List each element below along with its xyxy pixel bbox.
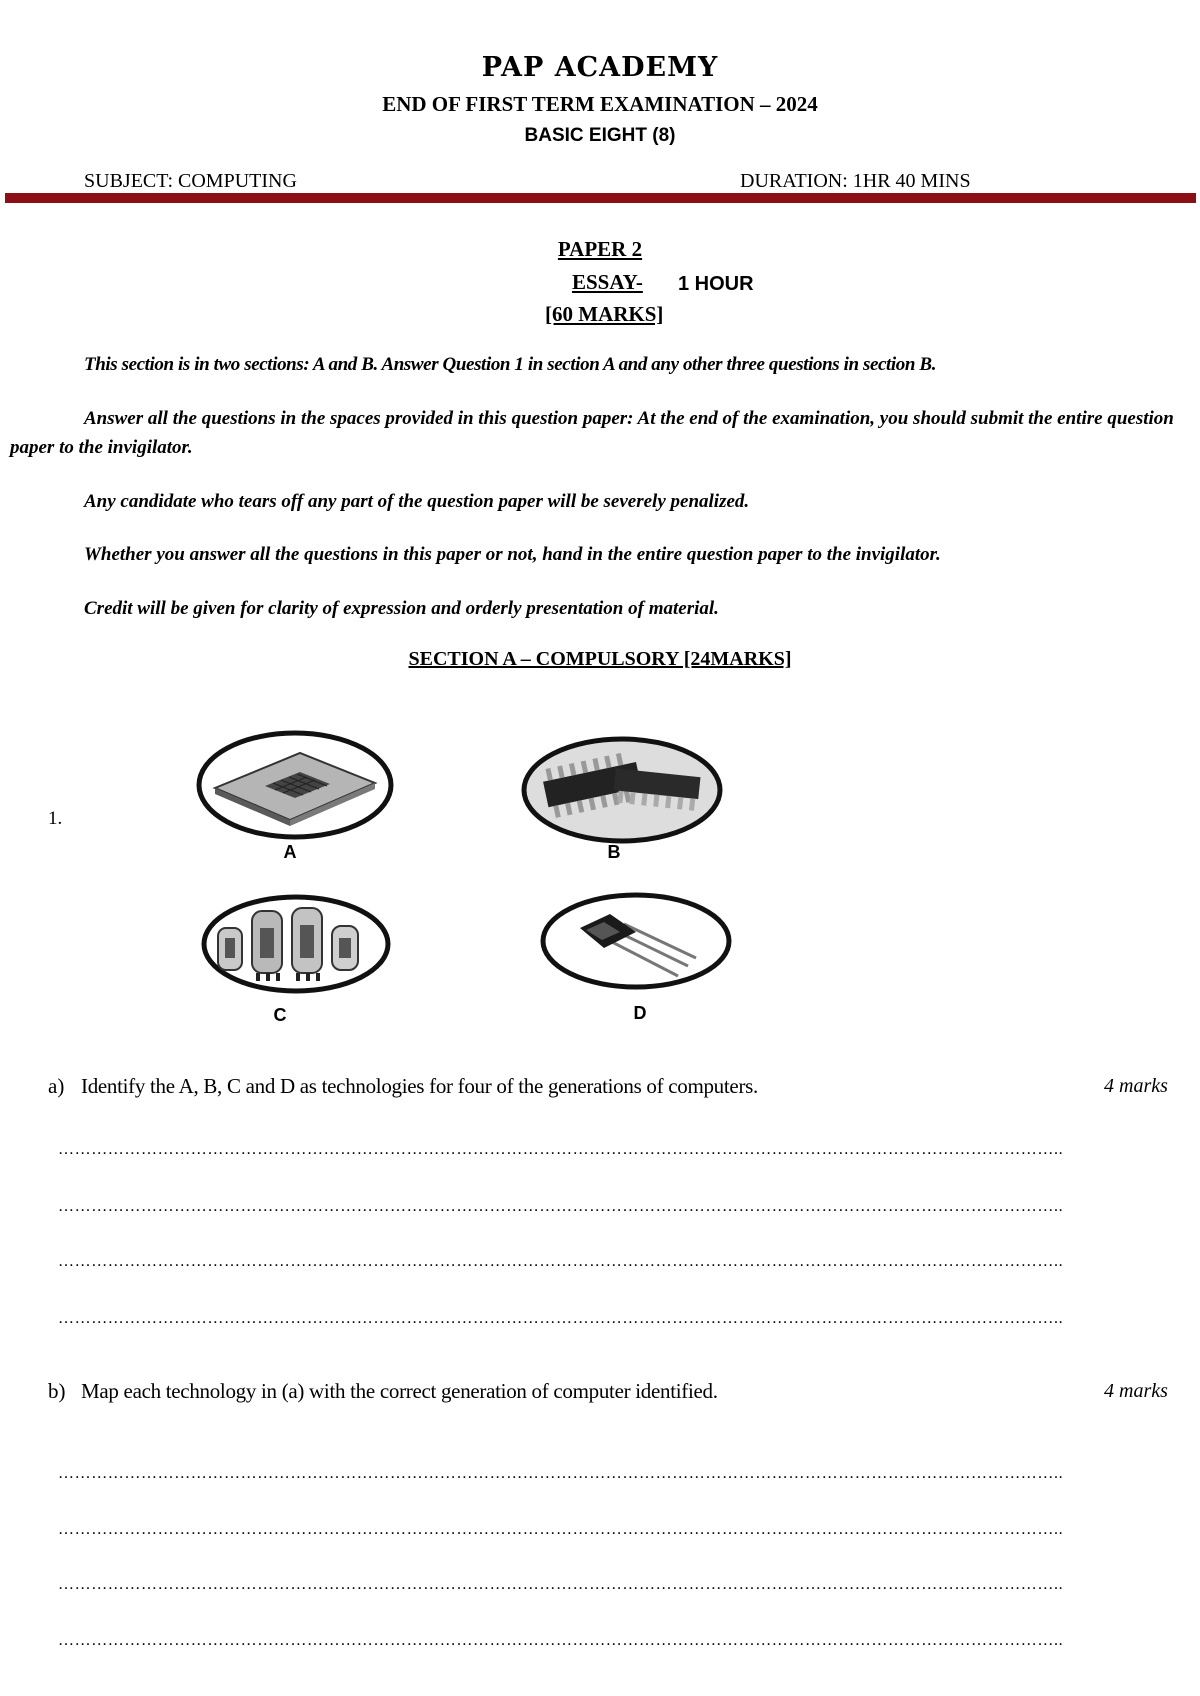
class-level: BASIC EIGHT (8) <box>524 125 676 146</box>
instruction-5: Credit will be given for clarity of expression and orderly presentation of material. <box>84 598 719 619</box>
header-divider <box>5 193 1196 203</box>
answer-line[interactable]: ……………………………………………………………………………………………………………………………………………………………….. <box>58 1632 1064 1649</box>
part-b-question: Map each technology in (a) with the correct generation of computer identified. <box>81 1379 718 1403</box>
integrated-circuit-icon <box>520 735 725 845</box>
figure-label-b: B <box>607 842 621 862</box>
essay-label: ESSAY- <box>572 270 643 294</box>
question-number: 1. <box>48 808 63 829</box>
instruction-2: Answer all the questions in the spaces provided in this question paper: At the end of the examination, you should submit the entire question paper to the invigilator. <box>10 408 1174 458</box>
part-b-marks: 4 marks <box>1104 1380 1168 1402</box>
duration-label: DURATION: 1HR 40 MINS <box>740 170 971 192</box>
answer-line[interactable]: ……………………………………………………………………………………………………………………………………………………………….. <box>58 1253 1064 1270</box>
paper-title: PAPER 2 <box>557 237 643 261</box>
vacuum-tubes-icon <box>200 893 392 996</box>
instruction-4: Whether you answer all the questions in this paper or not, hand in the entire question paper to the invigilator. <box>84 544 941 565</box>
answer-line[interactable]: ……………………………………………………………………………………………………………………………………………………………….. <box>58 1198 1064 1215</box>
time-allowed: 1 HOUR <box>678 273 754 295</box>
part-a-marks: 4 marks <box>1104 1075 1168 1097</box>
part-a-question: Identify the A, B, C and D as technologies for four of the generations of computers. <box>81 1074 758 1098</box>
answer-line[interactable]: ……………………………………………………………………………………………………………………………………………………………….. <box>58 1465 1064 1482</box>
instruction-3: Any candidate who tears off any part of the question paper will be severely penalized. <box>84 491 750 512</box>
microprocessor-chip-icon <box>195 728 395 843</box>
subject-label: SUBJECT: COMPUTING <box>84 170 297 192</box>
transistor-icon <box>538 890 734 992</box>
instruction-1: This section is in two sections: A and B. Answer Question 1 in section A and any other three questions in section B. <box>84 354 937 375</box>
answer-line[interactable]: ……………………………………………………………………………………………………………………………………………………………….. <box>58 1310 1064 1327</box>
answer-line[interactable]: ……………………………………………………………………………………………………………………………………………………………….. <box>58 1576 1064 1593</box>
figure-label-d: D <box>633 1003 647 1023</box>
total-marks: [60 MARKS] <box>545 302 664 326</box>
answer-line[interactable]: ……………………………………………………………………………………………………………………………………………………………….. <box>58 1521 1064 1538</box>
figure-label-a: A <box>283 842 297 862</box>
section-a-title: SECTION A – COMPULSORY [24MARKS] <box>408 648 792 670</box>
answer-line[interactable]: ……………………………………………………………………………………………………………………………………………………………….. <box>58 1141 1064 1158</box>
part-a-letter: a) <box>48 1074 65 1098</box>
part-b-letter: b) <box>48 1379 66 1403</box>
exam-title: END OF FIRST TERM EXAMINATION – 2024 <box>382 92 818 116</box>
figure-label-c: C <box>273 1005 287 1025</box>
school-name: PAP ACADEMY <box>481 52 719 83</box>
